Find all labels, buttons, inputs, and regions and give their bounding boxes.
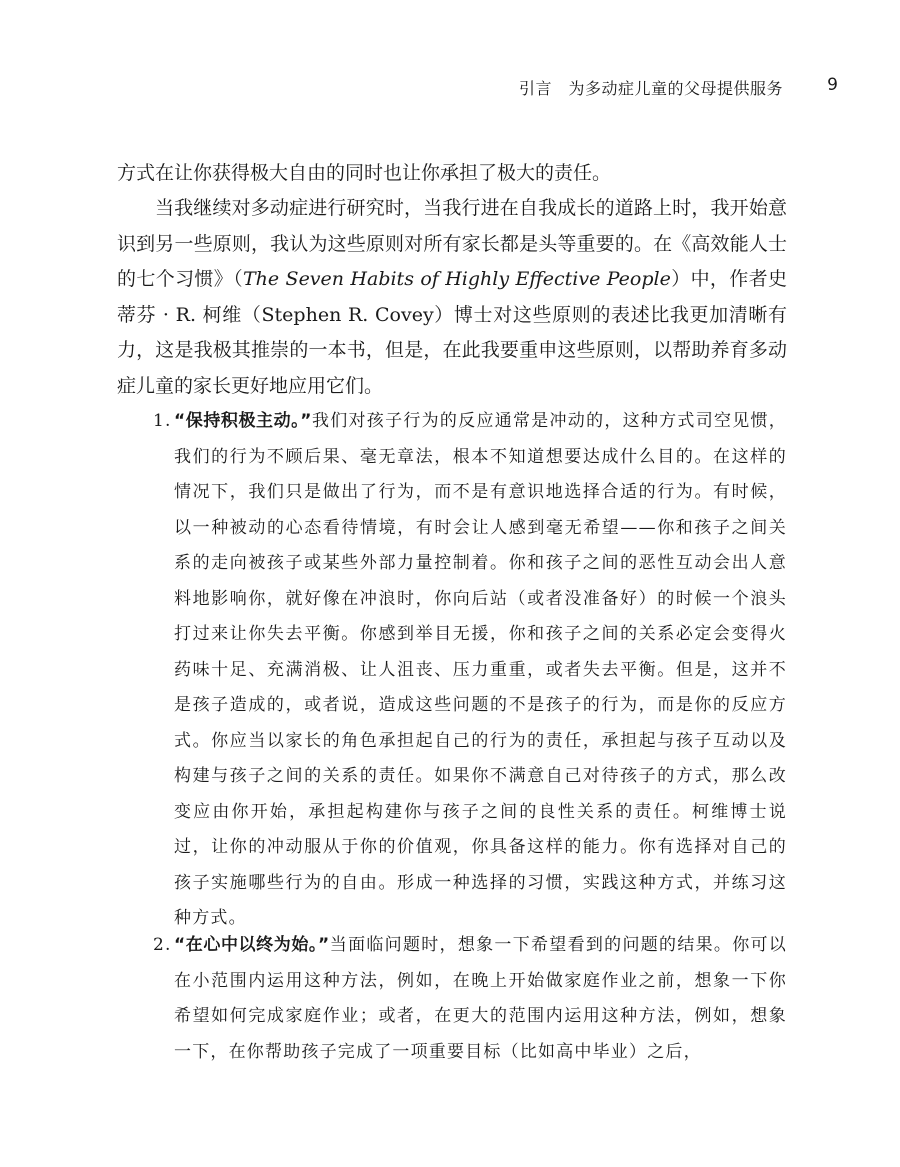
list-item-number: 1.	[153, 411, 172, 431]
list-item-begin-with-end	[153, 928, 787, 1070]
paragraph-continuation	[117, 156, 787, 192]
page-number: 9	[827, 75, 838, 95]
paragraph-text: 方式在让你获得极大自由的同时也让你承担了极大的责任。	[117, 162, 612, 184]
list-item-text: 当面临问题时，想象一下希望看到的问题的结果。你可以在小范围内运用这种方法，例如，在晚上开始做家庭作业之前，想象一下你希望如何完成家庭作业；或者，在更大的范围内运用这种方法，例如，想象一下，在你帮助孩子完成了一项重要目标（比如高中毕业）之后，	[174, 935, 787, 1062]
paragraph-principles-intro	[117, 191, 787, 404]
list-item-heading: “保持积极主动。”	[174, 411, 312, 431]
chapter-title: 引言 为多动症儿童的父母提供服务	[518, 79, 783, 98]
list-item-proactive	[153, 404, 787, 937]
book-title-english: The Seven Habits of Highly Effective People	[243, 268, 671, 290]
list-item-body	[153, 404, 787, 937]
list-item-text: 我们对孩子行为的反应通常是冲动的，这种方式司空见惯，我们的行为不顾后果、毫无章法，根本不知道想要达成什么目的。在这样的情况下，我们只是做出了行为，而不是有意识地选择合适的行为。有时候，以一种被动的心态看待情境，有时会让人感到毫无希望——你和孩子之间关系的走向被孩子或某些外部力量控制着。你和孩子之间的恶性互动会出人意料地影响你，就好像在冲浪时，你向后站（或者没准备好）的时候一个浪头打过来让你失去平衡。你感到举目无援，你和孩子之间的关系必定会变得火药味十足、充满消极、让人沮丧、压力重重，或者失去平衡。但是，这并不是孩子造成的，或者说，造成这些问题的不是孩子的行为，而是你的反应方式。你应当以家长的角色承担起自己的行为的责任，承担起与孩子互动以及构建与孩子之间的关系的责任。如果你不满意自己对待孩子的方式，那么改变应由你开始，承担起构建你与孩子之间的良性关系的责任。柯维博士说过，让你的冲动服从于你的价值观，你具备这样的能力。你有选择对自己的孩子实施哪些行为的自由。形成一种选择的习惯，实践这种方式，并练习这种方式。	[174, 411, 787, 928]
list-item-body	[153, 928, 787, 1070]
paragraph-text: 当我继续对多动症进行研究时，当我行进在自我成长的道路上时，我开始意识到另一些原则，我认为这些原则对所有家长都是头等重要的。在《高效能人士的七个习惯》（	[117, 197, 787, 290]
running-head	[0, 76, 900, 102]
list-item-number: 2.	[153, 935, 172, 955]
paragraph-text: ）中，作者史蒂芬 · R. 柯维（Stephen R. Covey）博士对这些原则的表述比我更加清晰有力，这是我极其推崇的一本书，但是，在此我要重申这些原则，以帮助养育多动症儿童的家长更好地应用它们。	[117, 268, 787, 397]
list-item-heading: “在心中以终为始。”	[174, 935, 330, 955]
